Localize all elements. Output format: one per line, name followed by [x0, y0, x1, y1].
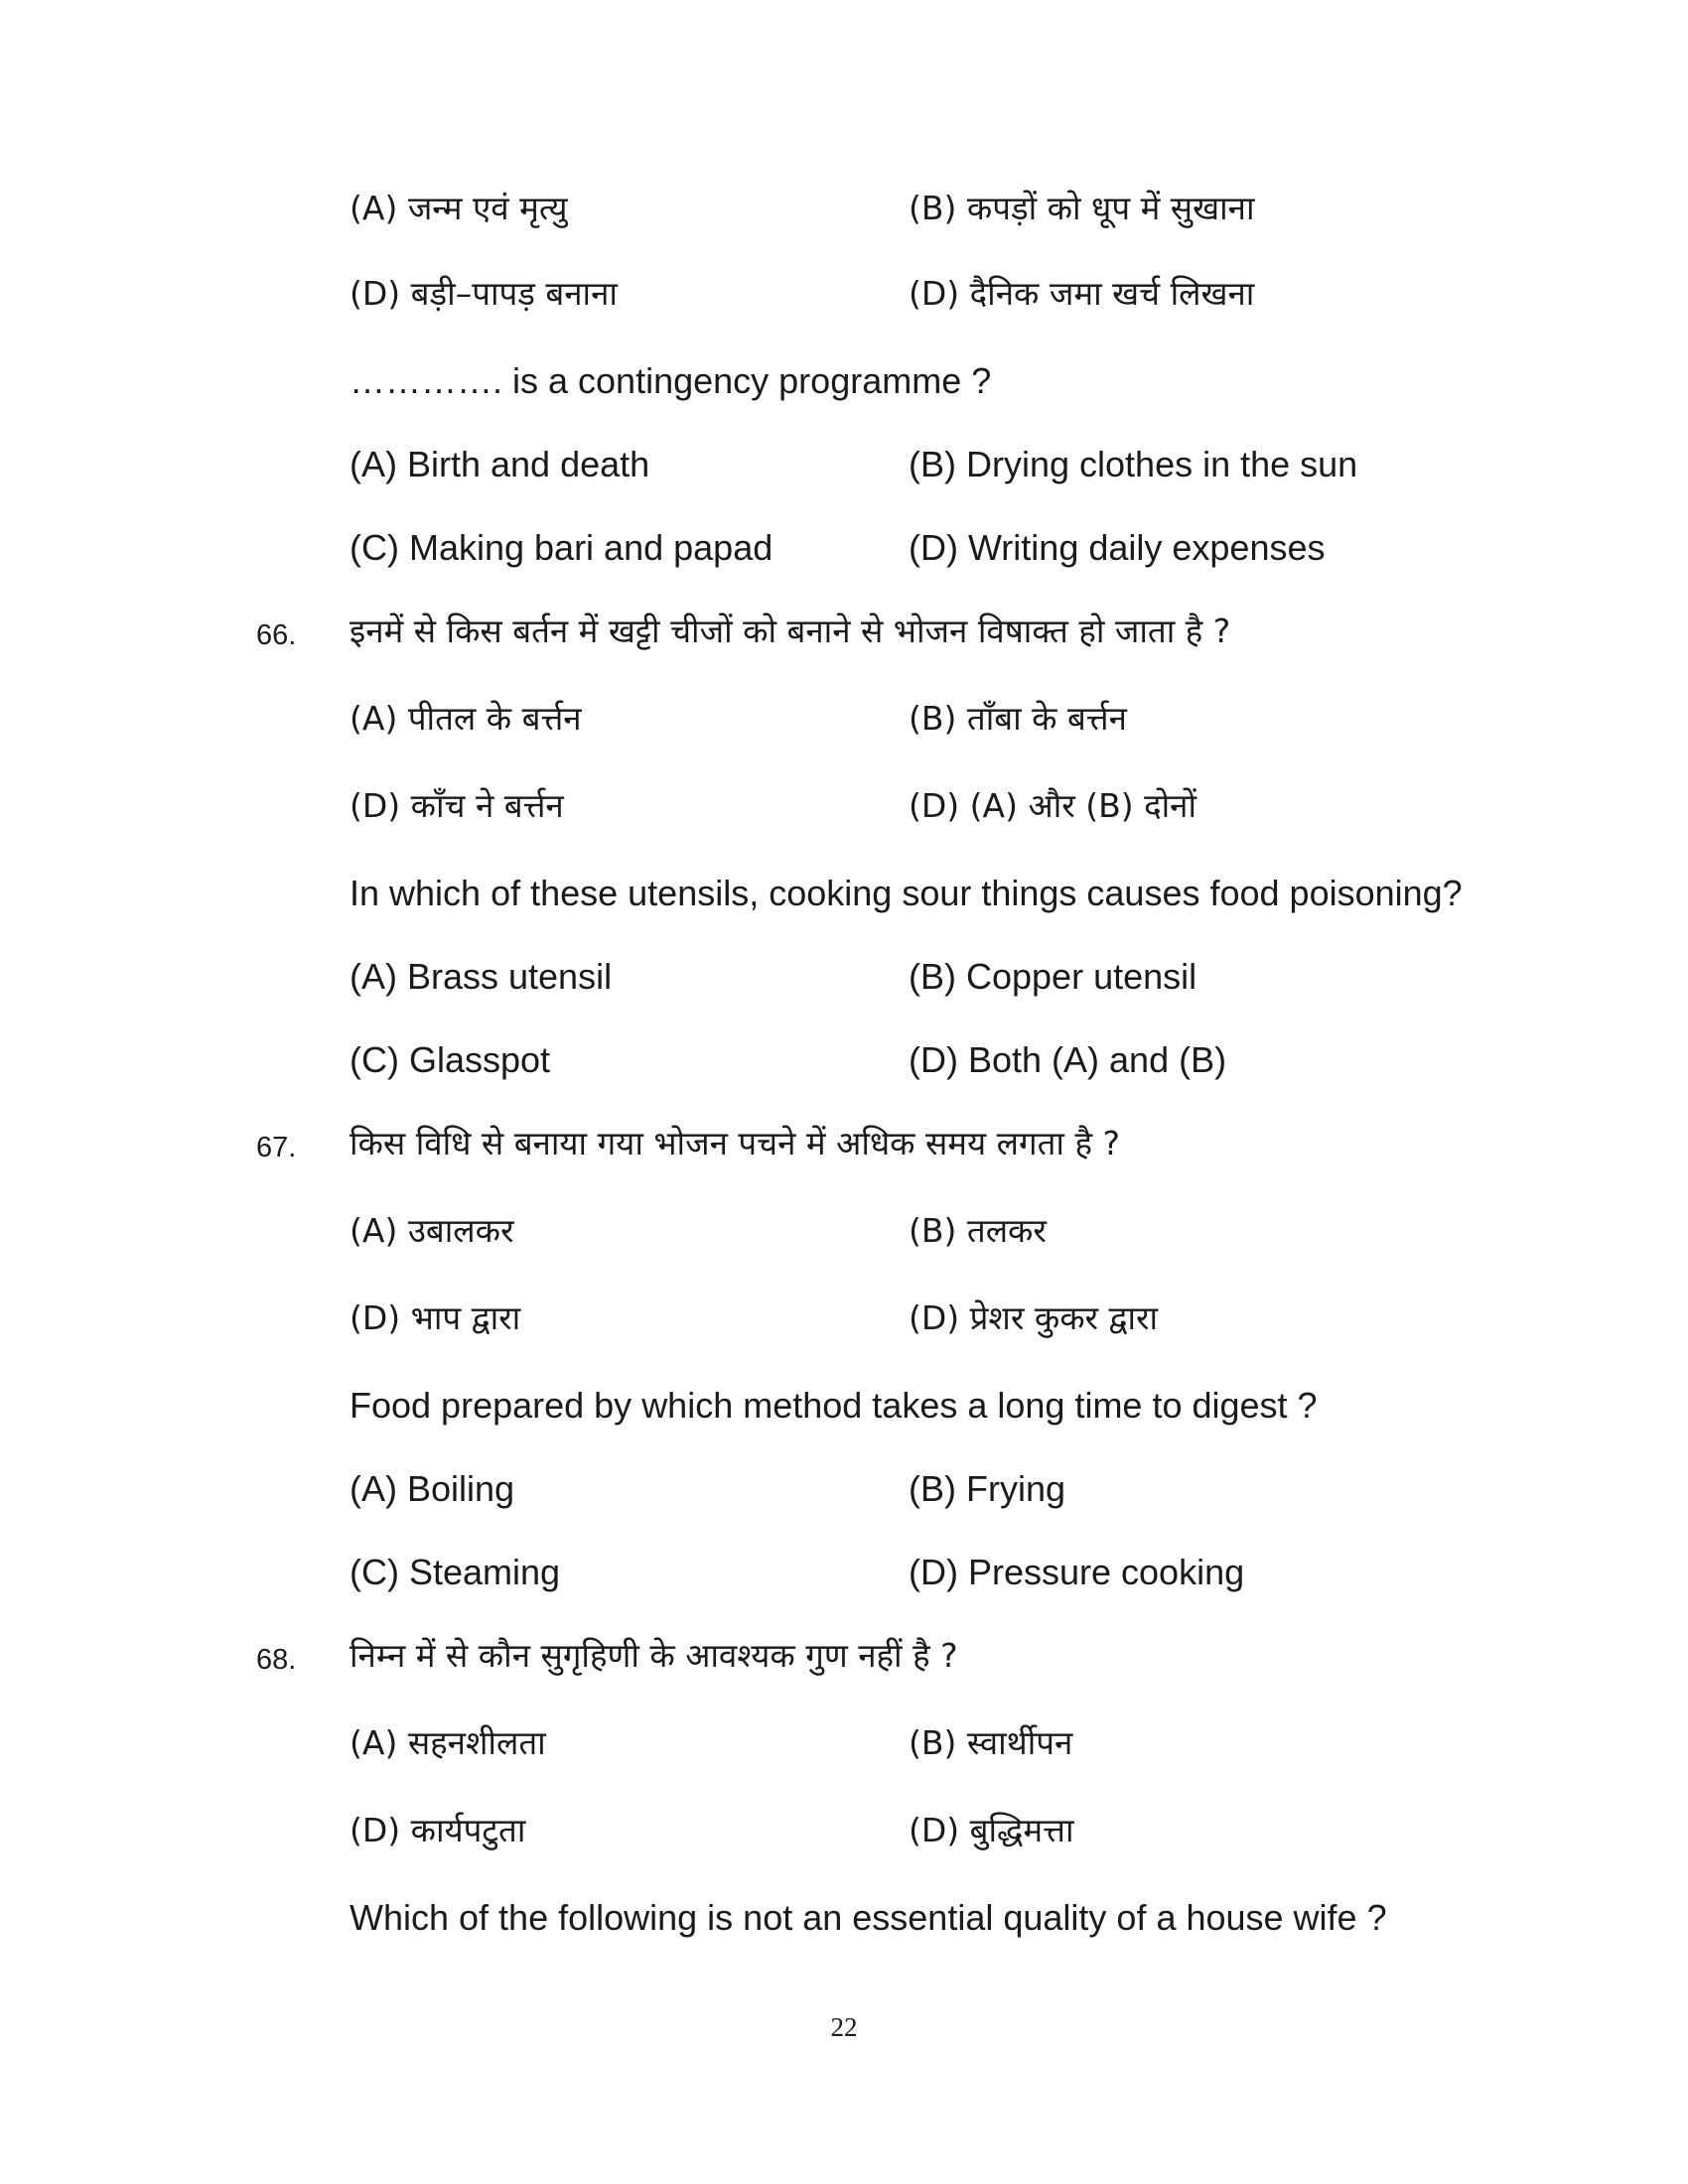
- option-hindi-a: (A) पीतल के बर्त्तन: [350, 699, 582, 738]
- option-hindi-a: (A) उबालकर: [350, 1211, 514, 1250]
- option-english-b: (B) Drying clothes in the sun: [909, 444, 1358, 484]
- option-hindi-a: (A) सहनशीलता: [350, 1723, 546, 1762]
- option-hindi-d: (D) (A) और (B) दोनों: [909, 786, 1197, 825]
- option-english-c: (C) Glasspot: [350, 1039, 551, 1080]
- option-english-c: (C) Steaming: [350, 1552, 561, 1592]
- option-hindi-b: (B) स्वार्थीपन: [909, 1723, 1073, 1762]
- option-hindi-c: (D) कार्यपटुता: [350, 1811, 526, 1849]
- option-english-a: (A) Brass utensil: [350, 956, 613, 997]
- question-hindi-text: किस विधि से बनाया गया भोजन पचने में अधिक समय लगता है ?: [350, 1124, 1121, 1162]
- question-number: 68.: [256, 1644, 297, 1676]
- option-hindi-b: (B) तलकर: [909, 1211, 1047, 1250]
- option-hindi-b: (B) कपड़ों को धूप में सुखाना: [909, 189, 1255, 227]
- option-english-c: (C) Making bari and papad: [350, 527, 774, 568]
- option-english-b: (B) Copper utensil: [909, 956, 1197, 997]
- option-english-d: (D) Pressure cooking: [909, 1552, 1245, 1592]
- option-english-a: (A) Birth and death: [350, 444, 650, 484]
- question-english-text: Which of the following is not an essential quality of a house wife ?: [350, 1897, 1387, 1938]
- question-hindi-text: इनमें से किस बर्तन में खट्टी चीजों को बनाने से भोजन विषाक्त हो जाता है ?: [350, 612, 1231, 650]
- question-number: 67.: [256, 1132, 297, 1163]
- question-number: 66.: [256, 619, 297, 651]
- option-english-a: (A) Boiling: [350, 1468, 515, 1509]
- question-english-text: In which of these utensils, cooking sour things causes food poisoning?: [350, 873, 1463, 913]
- option-hindi-a: (A) जन्म एवं मृत्यु: [350, 189, 568, 227]
- option-hindi-c: (D) भाप द्वारा: [350, 1298, 521, 1337]
- option-hindi-c: (D) काँच ने बर्त्तन: [350, 786, 564, 825]
- option-hindi-b: (B) ताँबा के बर्त्तन: [909, 699, 1127, 738]
- option-hindi-d: (D) दैनिक जमा खर्च लिखना: [909, 274, 1255, 313]
- option-english-b: (B) Frying: [909, 1468, 1066, 1509]
- option-english-d: (D) Both (A) and (B): [909, 1039, 1227, 1080]
- option-hindi-c: (D) बड़ी–पापड़ बनाना: [350, 274, 618, 313]
- question-english-text: …………. is a contingency programme ?: [350, 360, 992, 401]
- option-english-d: (D) Writing daily expenses: [909, 527, 1326, 568]
- question-english-text: Food prepared by which method takes a long time to digest ?: [350, 1385, 1318, 1426]
- option-hindi-d: (D) बुद्धिमत्ता: [909, 1811, 1074, 1849]
- page-number: 22: [830, 2012, 858, 2042]
- question-hindi-text: निम्न में से कौन सुगृहिणी के आवश्यक गुण नहीं है ?: [350, 1636, 958, 1675]
- option-hindi-d: (D) प्रेशर कुकर द्वारा: [909, 1298, 1159, 1337]
